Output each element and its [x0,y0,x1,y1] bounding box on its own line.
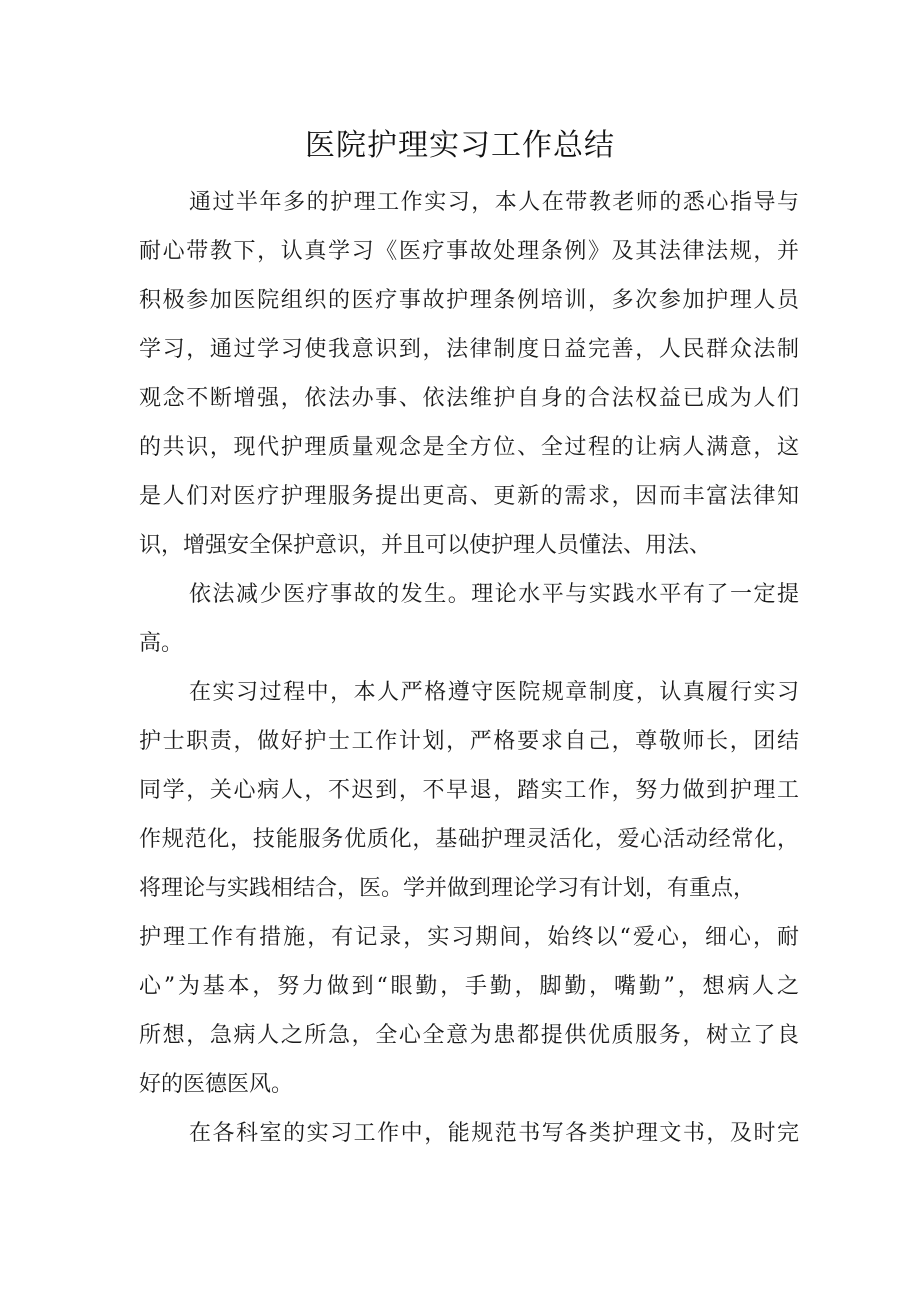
document-title: 医院护理实习工作总结 [305,128,615,163]
text-line: 在各科室的实习工作中，能规范书写各类护理文书，及时完 [189,1121,799,1146]
text-line: 好的医德医风。 [139,1072,294,1097]
text-line: 耐心带教下，认真学习《医疗事故处理条例》及其法律法规，并 [139,239,799,264]
text-line: 是人们对医疗护理服务提出更高、更新的需求，因而丰富法律知 [139,484,799,509]
text-line: 作规范化，技能服务优质化，基础护理灵活化，爱心活动经常化， [139,827,799,852]
text-line: 学习，通过学习使我意识到，法律制度日益完善，人民群众法制 [139,337,799,362]
text-line: 高。 [139,631,184,656]
text-line: 在实习过程中，本人严格遵守医院规章制度，认真履行实习 [189,680,799,705]
text-line: 观念不断增强，依法办事、依法维护自身的合法权益已成为人们 [139,386,799,411]
text-line: 护士职责，做好护士工作计划，严格要求自己，尊敬师长，团结 [139,729,799,754]
text-line: 识，增强安全保护意识，并且可以使护理人员懂法、用法、 [139,533,712,558]
text-line: 的共识，现代护理质量观念是全方位、全过程的让病人满意，这 [139,435,799,460]
text-line: 将理论与实践相结合，医。学并做到理论学习有计划，有重点， [139,876,756,901]
text-line: 积极参加医院组织的医疗事故护理条例培训，多次参加护理人员 [139,288,799,313]
text-line: 依法减少医疗事故的发生。理论水平与实践水平有了一定提 [189,582,799,607]
document-body [139,178,799,1158]
text-line: 所想，急病人之所急，全心全意为患都提供优质服务，树立了良 [139,1023,799,1048]
text-line: 通过半年多的护理工作实习，本人在带教老师的悉心指导与 [189,190,799,215]
text-line: 护理工作有措施，有记录，实习期间，始终以“爱心，细心，耐 [139,925,799,950]
text-line: 同学，关心病人，不迟到，不早退，踏实工作，努力做到护理工 [139,778,799,803]
text-line: 心”为基本，努力做到“眼勤，手勤，脚勤，嘴勤”，想病人之 [139,974,799,999]
